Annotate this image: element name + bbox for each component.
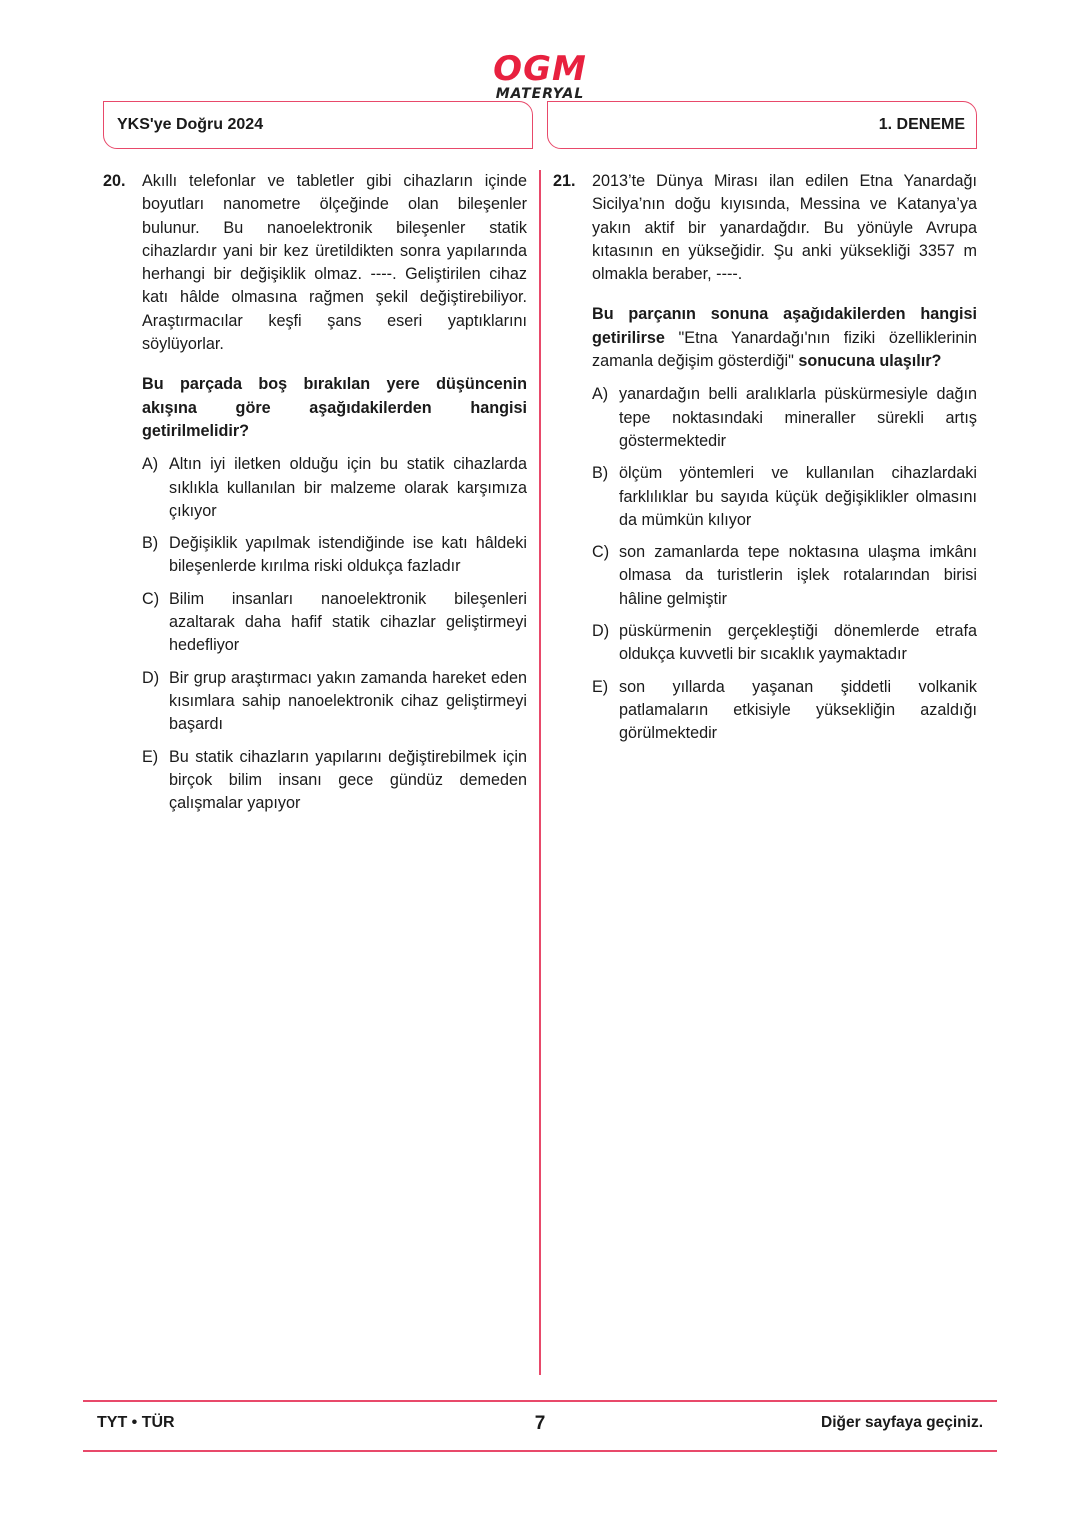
question-number: 20.: [103, 172, 126, 190]
question-paragraph: Akıllı telefonlar ve tabletler gibi cihazların içinde boyutları nanometre ölçeğinde olan bileşenler bulunur. Bu nanoelektronik bileşenler statik cihazlardır yani bir kez üretildikten sonra yapılarında herhangi bir değişiklik olmaz. ----. Geliştirilen cihaz katı hâlde olmasına rağmen şekil değiştirebiliyor. Araştırmacılar keşfi şans eseri yaptıklarını söylüyorlar.: [142, 172, 527, 354]
option-a[interactable]: [142, 453, 527, 523]
option-text: Bilim insanları nanoelektronik bileşenleri azaltarak daha hafif statik cihazlar geliştirmeyi hedefliyor: [169, 589, 527, 655]
footer-top-rule: [83, 1400, 997, 1402]
footer-next-page-note: Diğer sayfaya geçiniz.: [821, 1414, 983, 1431]
question-stem: Bu parçada boş bırakılan yere düşüncenin akışına göre aşağıdakilerden hangisi getirilmelidir?: [142, 375, 527, 440]
option-letter: E): [592, 677, 609, 696]
option-letter: A): [142, 455, 159, 474]
header-exam-title: [103, 101, 533, 149]
option-letter: C): [592, 543, 610, 562]
option-c[interactable]: [592, 541, 977, 611]
option-text: Altın iyi iletken olduğu için bu statik cihazlarda sıklıkla kullanılan bir malzeme olarak karşımıza çıkıyor: [169, 455, 527, 520]
logo-brand: OGM: [493, 49, 587, 89]
stem-quoted-part: "Etna Yanardağı'nın fiziki özelliklerinin zamanla değişim gösterdiği": [592, 328, 977, 371]
option-b[interactable]: [142, 532, 527, 579]
option-text: son zamanlarda tepe noktasına ulaşma imkânı olmasa da turistlerin işlek rotalarından birisi hâline gelmiştir: [619, 543, 977, 608]
question-stem: [592, 303, 977, 373]
header-exam-title-text: YKS'ye Doğru 2024: [117, 116, 264, 133]
option-c[interactable]: [142, 588, 527, 658]
option-text: Bu statik cihazların yapılarını değiştirebilmek için birçok bilim insanı gece gündüz demeden çalışmalar yapıyor: [169, 747, 527, 813]
option-letter: E): [142, 747, 159, 766]
option-letter: C): [142, 589, 160, 608]
option-letter: B): [592, 464, 609, 483]
option-letter: D): [592, 622, 610, 641]
option-text: son yıllarda yaşanan şiddetli volkanik patlamaların etkisiyle yüksekliğin azaldığı görülmektedir: [619, 677, 977, 743]
option-letter: A): [592, 385, 609, 404]
publisher-logo: [0, 49, 1080, 102]
header-test-number-text: 1. DENEME: [878, 116, 965, 133]
question-number: 21.: [553, 172, 576, 190]
question-20: [103, 170, 527, 824]
footer-subject: TYT • TÜR: [97, 1414, 175, 1431]
footer-bottom-rule: [83, 1450, 997, 1452]
option-text: yanardağın belli aralıklarla püskürmesiyle dağın tepe noktasındaki mineraller sürekli artış göstermektedir: [619, 385, 977, 450]
option-text: püskürmenin gerçekleştiği dönemlerde etrafa oldukça kuvvetli bir sıcaklık yaymaktadır: [619, 622, 977, 664]
question-21: [553, 170, 977, 755]
option-text: Değişiklik yapılmak istendiğinde ise katı hâldeki bileşenlerde kırılma riski oldukça fazladır: [169, 534, 527, 576]
answer-options: [142, 453, 527, 815]
answer-options: [592, 383, 977, 745]
stem-bold-part: Bu parçanın sonuna aşağıdakilerden hangisi getirilirse: [592, 305, 977, 347]
option-e[interactable]: [592, 676, 977, 746]
column-divider: [539, 170, 541, 1375]
option-a[interactable]: [592, 383, 977, 453]
page-number: 7: [534, 1413, 546, 1434]
option-letter: D): [142, 668, 160, 687]
stem-bold-end: sonucuna ulaşılır?: [798, 352, 942, 371]
question-paragraph: 2013’te Dünya Mirası ilan edilen Etna Yanardağı Sicilya’nın doğu kıyısında, Messina ve Katanya’ya yakın aktif bir yanardağdır. Bu yönüyle Avrupa kıtasının en yükseğidir. Şu anki yüksekliği 3357 m olmakla beraber, ----.: [592, 172, 977, 284]
option-e[interactable]: [142, 746, 527, 816]
option-d[interactable]: [592, 620, 977, 667]
option-text: ölçüm yöntemleri ve kullanılan cihazlardaki farklılıklar bu sayıda küçük değişiklikler olmasını da mümkün kılıyor: [619, 464, 977, 529]
option-d[interactable]: [142, 667, 527, 737]
header-test-number: [547, 101, 977, 149]
option-letter: B): [142, 534, 159, 553]
option-text: Bir grup araştırmacı yakın zamanda hareket eden kısımlara sahip nanoelektronik cihaz geliştirmeyi başardı: [169, 668, 527, 734]
option-b[interactable]: [592, 462, 977, 532]
logo-subtitle: MATERYAL: [495, 86, 585, 102]
